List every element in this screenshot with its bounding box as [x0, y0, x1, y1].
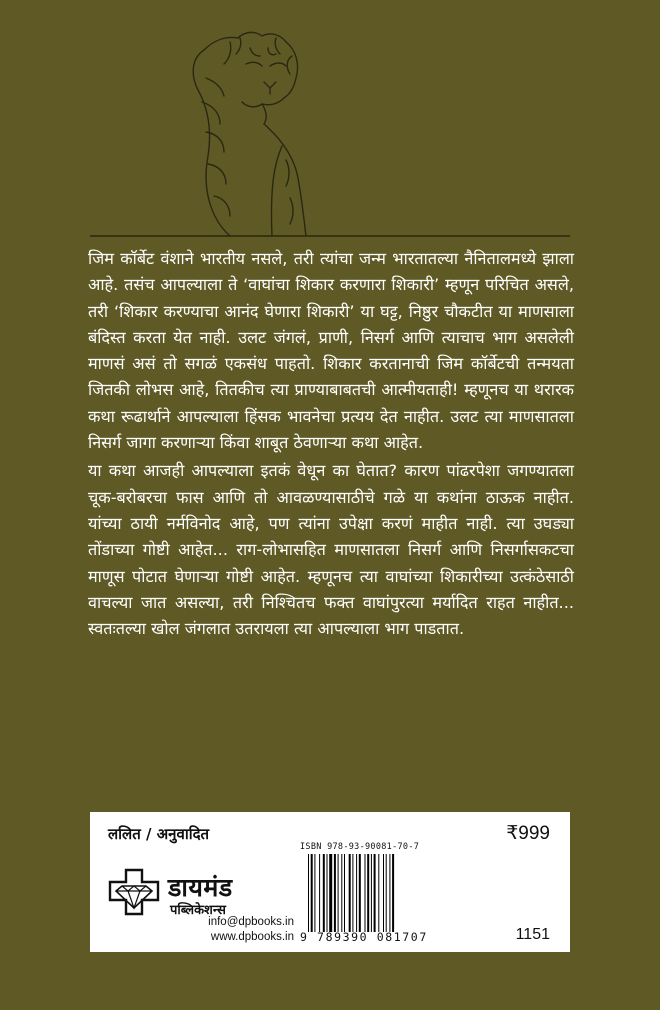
- back-cover-blurb: [88, 246, 574, 642]
- isbn-number: ISBN 978-93-90081-70-7: [300, 842, 420, 852]
- publisher-email[interactable]: info@dpbooks.in: [208, 916, 294, 928]
- publisher-website[interactable]: www.dpbooks.in: [210, 931, 294, 943]
- publisher-logo: [108, 868, 294, 918]
- publisher-name: डायमंड: [168, 873, 233, 902]
- price-label: ₹999: [506, 823, 550, 844]
- blurb-paragraph-2: या कथा आजही आपल्याला इतकं वेधून का घेतात? कारण पांढरपेशा जगण्यातला चूक-बरोबरचा फास आणि तो आवळण्यासाठीचे गळे या कथांना ठाऊक नाहीत. यांच्या ठायी नर्मविनोद आहे, पण त्यांना उपेक्षा करणं माहीत नाही. त्या उघड्या तोंडाच्या गोष्टी आहेत... राग-लोभासहित माणसातला निसर्ग आणि निसर्गासकटचा माणूस पोटात घेणाऱ्या गोष्टी आहेत. म्हणूनच त्या वाघांच्या शिकारीच्या उत्कंठेसाठी वाचल्या जात असल्या, तरी निश्चितच फक्त वाघांपुरत्या मर्यादित राहत नाहीत... स्वतःतल्या खोल जंगलात उतरायला त्या आपल्याला भाग पाडतात.: [88, 461, 574, 639]
- publisher-subtitle: पब्लिकेशन्स: [170, 903, 226, 918]
- diamond-logo-icon: [108, 868, 160, 916]
- tiger-line-art-icon: [90, 28, 570, 240]
- blurb-paragraph-1: जिम कॉर्बेट वंशाने भारतीय नसले, तरी त्यांचा जन्म भारतातल्या नैनितालमध्ये झाला आहे. तसंच आपल्याला ते ‘वाघांचा शिकार करणारा शिकारी’ म्हणून परिचित असले, तरी ‘शिकार करण्याचा आनंद घेणारा शिकारी’ या घट्ट, निष्ठुर चौकटीत या माणसाला बंदिस्त करता येत नाही. उलट जंगलं, प्राणी, निसर्ग आणि त्याचाच भाग असलेली माणसं असं तो सगळं एकसंध पाहतो. शिकार करतानाची जिम कॉर्बेटची तन्मयता जितकी लोभस आहे, तितकीच त्या प्राण्याबाबतची आत्मीयताही! म्हणूनच या थरारक कथा रूढार्थाने आपल्याला हिंसक भावनेचा प्रत्यय देत नाहीत. उलट त्या माणसातला निसर्ग जागा करणाऱ्या किंवा शाबूत ठेवणाऱ्या कथा आहेत.: [88, 249, 574, 453]
- isbn-barcode: [300, 842, 428, 950]
- publisher-panel: [90, 812, 570, 952]
- barcode-bars: [308, 854, 422, 932]
- barcode-digits: 9 789390 081707: [300, 930, 428, 944]
- genre-label: ललित / अनुवादित: [108, 825, 210, 843]
- catalog-number: 1151: [515, 926, 550, 943]
